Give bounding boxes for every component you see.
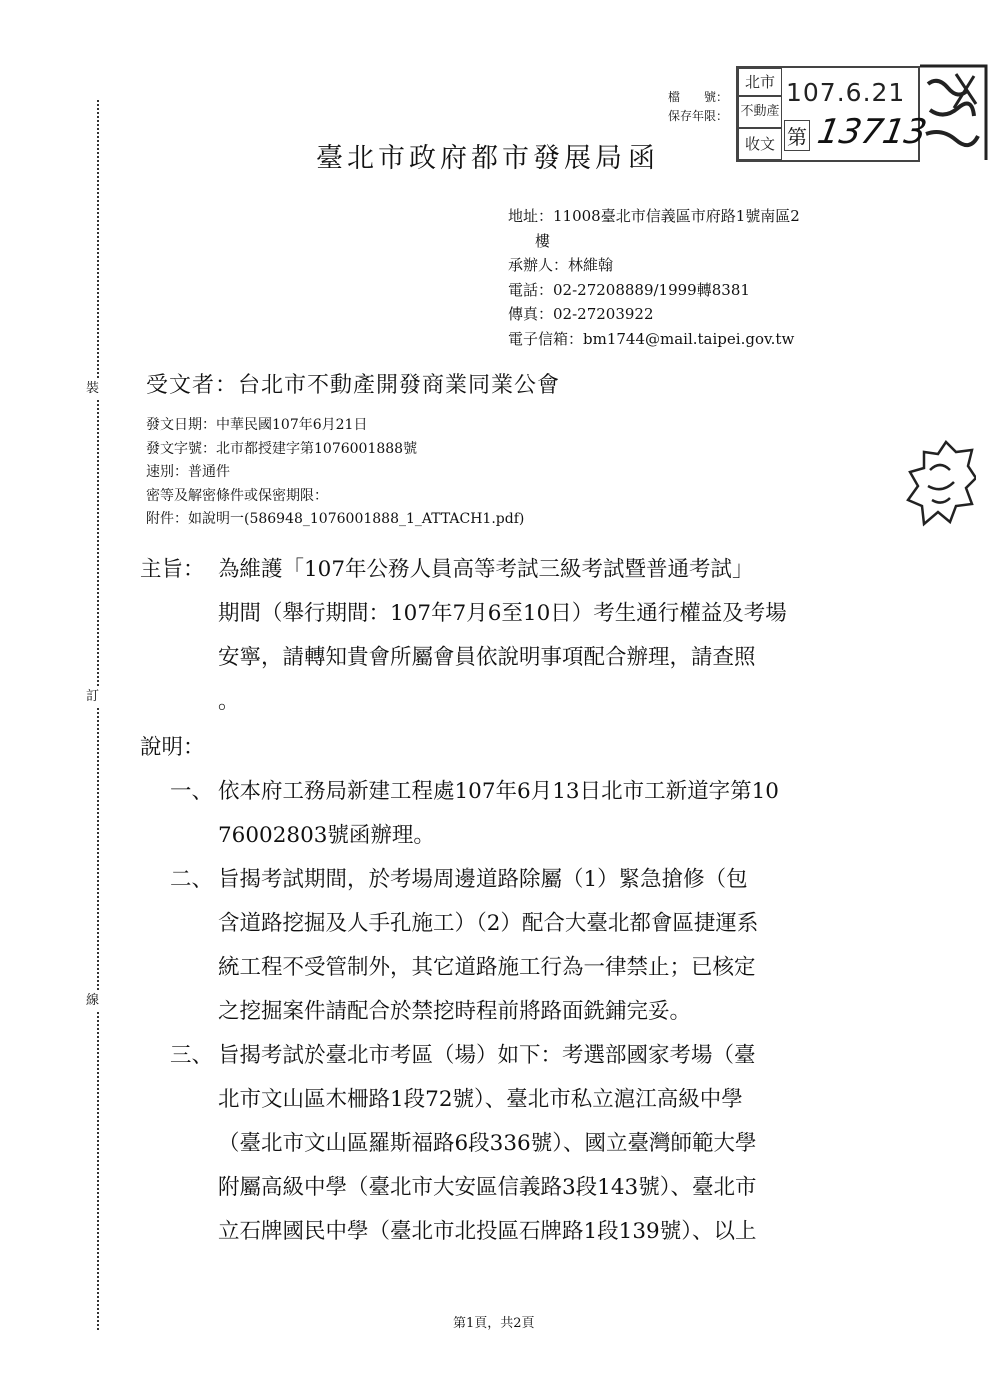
item-line: 之挖掘案件請配合於禁挖時程前將路面銑鋪完妥。 [218,999,692,1024]
item-line: 旨揭考試期間，於考場周邊道路除屬（1）緊急搶修（包 [218,867,748,892]
subject-line: 為維護「107年公務人員高等考試三級考試暨普通考試」 [218,557,754,582]
subject-label: 主旨： [140,557,205,582]
item-line: 76002803號函辦理。 [218,823,435,848]
item-line: 立石牌國民中學（臺北市北投區石牌路1段139號）、以上 [218,1219,757,1244]
secrecy-level: 密等及解密條件或保密期限： [146,487,328,504]
item-line: 依本府工務局新建工程處107年6月13日北市工新道字第10 [218,779,779,804]
item-number: 三、 [170,1043,214,1068]
subject-line: 期間（舉行期間：107年7月6至10日）考生通行權益及考場 [218,601,787,626]
stamp-type: 不動產 [738,96,782,128]
document-issuer: 臺北市政府都市發展局 [316,143,626,174]
item-line: 附屬高級中學（臺北市大安區信義路3段143號）、臺北市 [218,1175,757,1200]
phone: 電話：02-27208889/1999轉8381 [508,280,750,299]
document-meta [146,414,524,532]
binding-mark-zhuang: 裝 [86,378,99,400]
document-type: 函 [628,143,655,174]
binding-mark-xian: 線 [86,990,99,1012]
received-stamp [736,66,930,162]
fax: 傳真：02-27203922 [508,305,654,323]
binding-mark-ding: 訂 [86,686,99,708]
item-line: 旨揭考試於臺北市考區（場）如下：考選部國家考場（臺 [218,1043,756,1068]
speed-class: 速別：普通件 [146,464,230,480]
item-line: 北市文山區木柵路1段72號）、臺北市私立滬江高級中學 [218,1087,743,1112]
subject-line: 安寧，請轉知貴會所屬會員依說明事項配合辦理，請查照 [218,645,756,670]
stamp-number-label: 第 [784,120,810,151]
explanation-label: 說明： [140,735,205,760]
email: 電子信箱：bm1744@mail.taipei.gov.tw [508,329,795,348]
stamp-date: 107.6.21 [786,78,906,107]
corner-seal-graphic [916,64,990,162]
handler: 承辦人：林維翰 [508,256,614,274]
subject-line: 。 [218,689,240,714]
document-number: 發文字號：北市都授建字第1076001888號 [146,440,418,457]
address-line-1: 地址：11008臺北市信義區市府路1號南區2 [508,207,800,225]
contact-block [508,204,800,351]
item-line: 統工程不受管制外，其它道路施工行為一律禁止；已核定 [218,955,756,980]
file-number-label: 檔 號： [668,90,729,104]
recipient: 受文者：台北市不動產開發商業同業公會 [146,373,561,398]
item-line: （臺北市文山區羅斯福路6段336號）、國立臺灣師範大學 [218,1131,757,1156]
stamp-number: 13713 [814,112,930,152]
file-info [668,88,728,126]
item-number: 二、 [170,867,214,892]
retention-label: 保存年限： [668,109,729,123]
attachment: 附件：如說明一(586948_1076001888_1_ATTACH1.pdf) [146,511,525,527]
page-footer: 第1頁，共2頁 [453,1316,535,1331]
address-line-2: 樓 [535,231,551,250]
stamp-recv: 收文 [738,128,782,160]
item-number: 一、 [170,779,214,804]
item-line: 含道路挖掘及人手孔施工）（2）配合大臺北都會區捷運系 [218,911,759,936]
stamp-org: 北市 [738,68,782,96]
issue-date: 發文日期：中華民國107年6月21日 [146,417,368,433]
side-seal-graphic [906,440,976,530]
binding-line [97,100,99,1330]
